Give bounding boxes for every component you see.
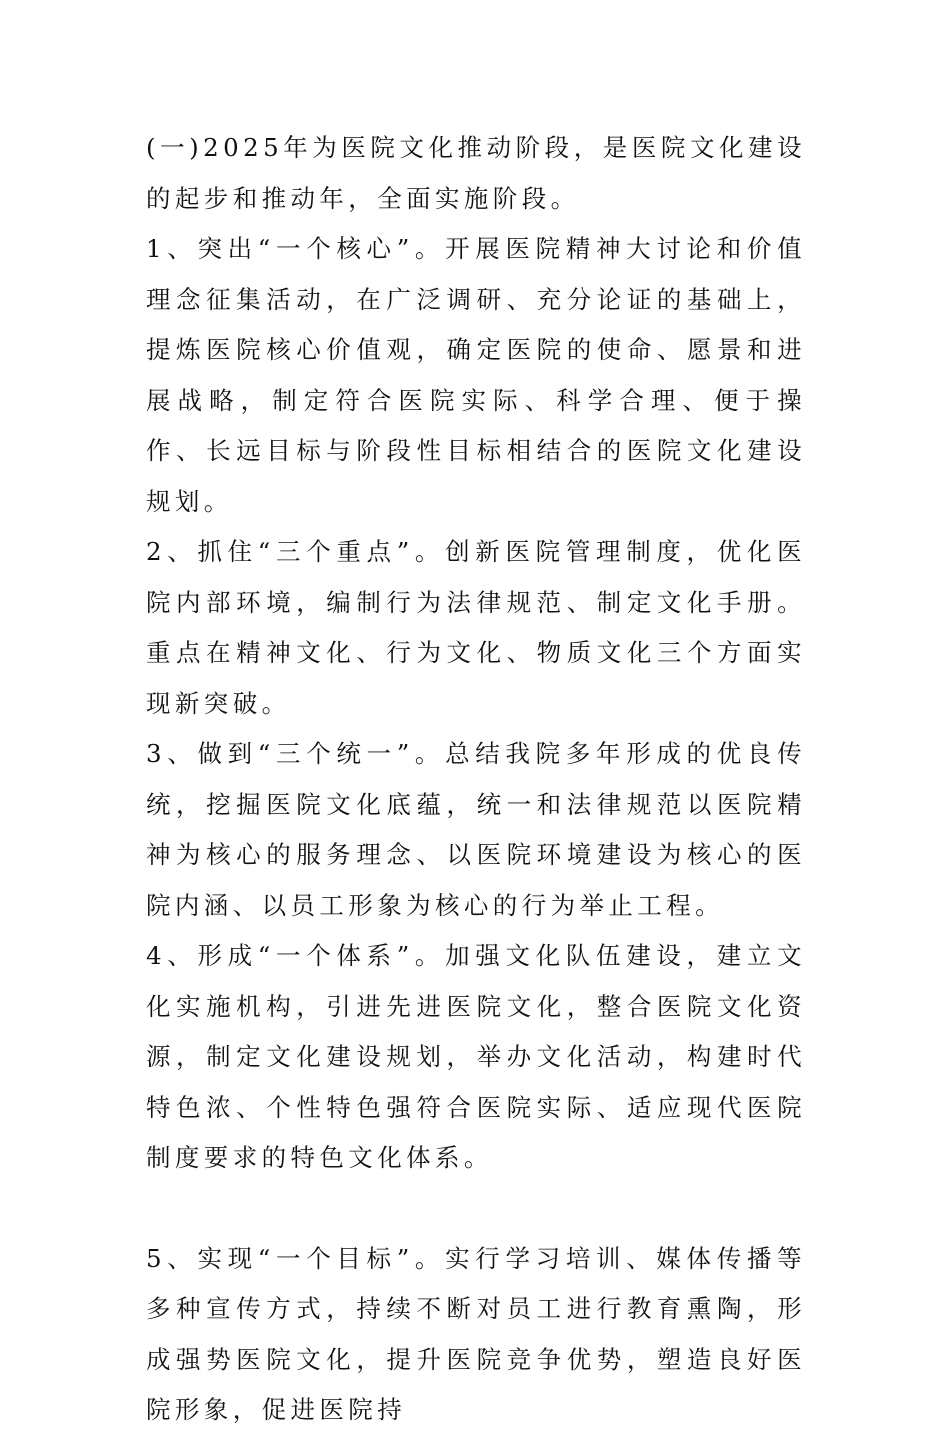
paragraph-spacer (146, 1184, 806, 1234)
document-body (146, 123, 806, 1436)
item-3-paragraph: 3、做到“三个统一”。总结我院多年形成的优良传统，挖掘医院文化底蕴，统一和法律规范以医院精神为核心的服务理念、以医院环境建设为核心的医院内涵、以员工形象为核心的行为举止工程。 (146, 739, 806, 920)
item-1-paragraph: 1、突出“一个核心”。开展医院精神大讨论和价值理念征集活动，在广泛调研、充分论证的基础上，提炼医院核心价值观，确定医院的使命、愿景和进展战略，制定符合医院实际、科学合理、便于操作、长远目标与阶段性目标相结合的医院文化建设规划。 (146, 234, 806, 516)
item-2-paragraph: 2、抓住“三个重点”。创新医院管理制度，优化医院内部环境，编制行为法律规范、制定文化手册。重点在精神文化、行为文化、物质文化三个方面实现新突破。 (146, 537, 806, 718)
item-4-paragraph: 4、形成“一个体系”。加强文化队伍建设，建立文化实施机构，引进先进医院文化，整合医院文化资源，制定文化建设规划，举办文化活动，构建时代特色浓、个性特色强符合医院实际、适应现代医院制度要求的特色文化体系。 (146, 941, 806, 1172)
section-heading-paragraph: (一)2025年为医院文化推动阶段，是医院文化建设的起步和推动年，全面实施阶段。 (146, 133, 806, 213)
item-5-paragraph: 5、实现“一个目标”。实行学习培训、媒体传播等多种宣传方式，持续不断对员工进行教育熏陶，形成强势医院文化，提升医院竞争优势，塑造良好医院形象，促进医院持 (146, 1243, 806, 1424)
